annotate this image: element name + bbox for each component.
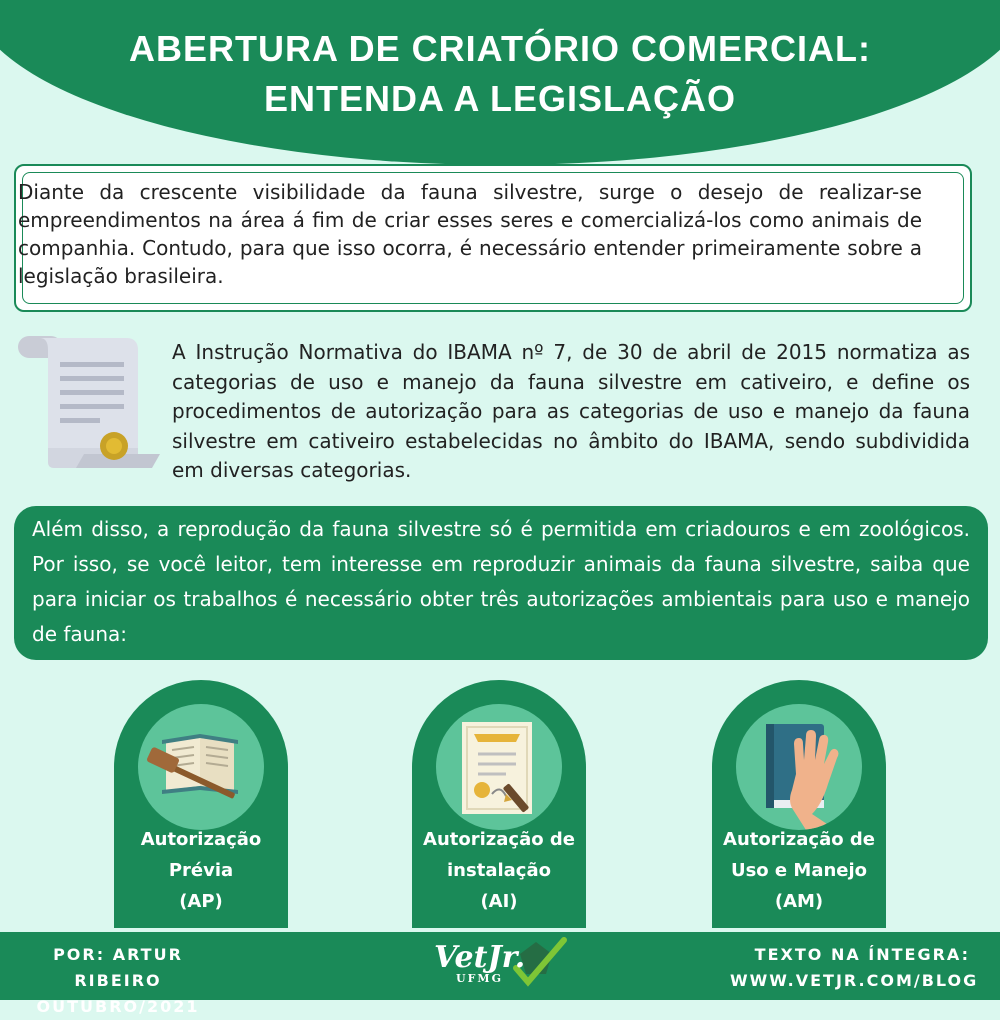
intro-text: Diante da crescente visibilidade da fauna silvestre, surge o desejo de realizar-se empreendimentos na área á fim de criar esses seres e comercializá-los como animais de companhia. Contudo, para que isso ocorra, é necessário entender primeiramente sobre a legislação brasileira.	[18, 180, 922, 288]
page-title-line2: ENTENDA A LEGISLAÇÃO	[263, 78, 736, 119]
card-label-line1: Autorização de	[723, 829, 875, 850]
card-autorizacao-previa	[114, 680, 288, 928]
card-label-line2: Prévia	[168, 860, 234, 881]
card-label	[712, 824, 886, 917]
certificate-icon	[436, 704, 562, 830]
vetjr-logo-subtext: UFMG	[456, 972, 503, 985]
card-autorizacao-uso-manejo	[712, 680, 886, 928]
card-icon-circle	[436, 704, 562, 830]
gavel-book-icon	[138, 704, 264, 830]
footer-date: OUTUBRO/2021	[36, 997, 200, 1016]
page-title-line1: ABERTURA DE CRIATÓRIO COMERCIAL:	[129, 28, 871, 69]
card-label-line2: Uso e Manejo	[730, 860, 868, 881]
footer-url-link[interactable]: WWW.VETJR.COM/BLOG	[730, 971, 979, 990]
footer-author: POR: ARTUR RIBEIRO	[53, 945, 183, 990]
card-label-line1: Autorização de	[423, 829, 575, 850]
scroll-icon	[14, 336, 164, 486]
card-label	[114, 824, 288, 917]
card-label-line3: (AI)	[480, 891, 518, 912]
card-label-line1: Autorização	[140, 829, 262, 850]
footer-credits	[28, 942, 208, 1020]
card-icon-circle	[736, 704, 862, 830]
vetjr-logo-text: VetJr.	[434, 940, 526, 975]
footer-link-block	[730, 942, 979, 994]
card-icon-circle	[138, 704, 264, 830]
card-label	[412, 824, 586, 917]
highlight-text: Além disso, a reprodução da fauna silvestre só é permitida em criadouros e em zoológicos. Por isso, se você leitor, tem interesse em reproduzir animais da fauna silvestre, saiba que para iniciar os trabalhos é necessário obter três autorizações ambientais para uso e manejo de fauna:	[32, 517, 970, 646]
hand-on-book-icon	[736, 704, 862, 830]
card-label-line2: instalação	[447, 860, 551, 881]
ibama-text: A Instrução Normativa do IBAMA nº 7, de 30 de abril de 2015 normatiza as categorias de uso e manejo da fauna silvestre em cativeiro, e define os procedimentos de autorização para as categorias de uso e manejo da fauna silvestre em cativeiro estabelecidas no âmbito do IBAMA, sendo subdividida em diversas categorias.	[172, 340, 970, 482]
card-label-line3: (AM)	[774, 891, 824, 912]
card-autorizacao-instalacao	[412, 680, 586, 928]
footer-full-text-label: TEXTO NA ÍNTEGRA:	[754, 945, 970, 964]
card-label-line3: (AP)	[179, 891, 223, 912]
